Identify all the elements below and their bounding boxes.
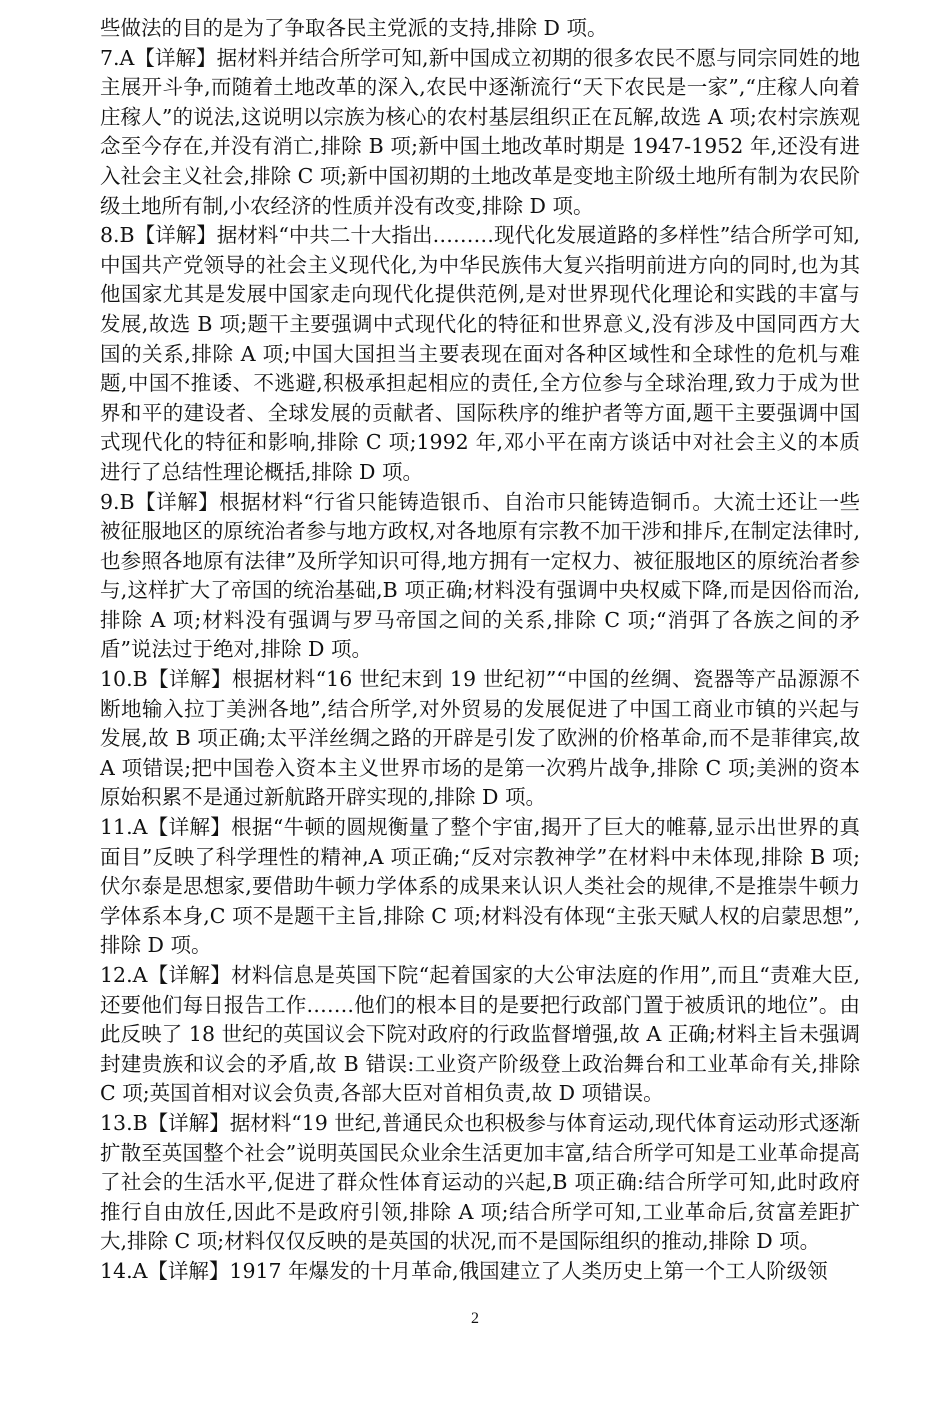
paragraph-q12: 12.A【详解】材料信息是英国下院“起着国家的大公审法庭的作用”,而且“责难大臣,还要他们每日报告工作…….他们的根本目的是要把行政部门置于被质讯的地位”。由此反映了 18 世纪的英国议会下院对政府的行政监督增强,故 A 正确;材料主旨未强调封建贵族和议会的矛盾,故 B 错误:工业资产阶级登上政治舞台和工业革命有关,排除 C 项;英国首相对议会负责,各部大臣对首相负责,故 D 项错误。 (100, 963, 860, 1106)
paragraph-q9: 9.B【详解】根据材料“行省只能铸造银币、自治市只能铸造铜币。大流士还让一些被征服地区的原统治者参与地方政权,对各地原有宗教不加干涉和排斥,在制定法律时,也参照各地原有法律”及所学知识可得,地方拥有一定权力、被征服地区的原统治者参与,这样扩大了帝国的统治基础,B 项正确;材料没有强调中央权威下降,而是因俗而治,排除 A 项;材料没有强调与罗马帝国之间的关系,排除 C 项;“消弭了各族之间的矛盾”说法过于绝对,排除 D 项。 (100, 489, 860, 662)
paragraph-q10: 10.B【详解】根据材料“16 世纪末到 19 世纪初”“中国的丝绸、瓷器等产品源源不断地输入拉丁美洲各地”,结合所学,对外贸易的发展促进了中国工商业市镇的兴起与发展,故 B 项正确;太平洋丝绸之路的开辟是引发了欧洲的价格革命,而不是菲律宾,故 A 项错误;把中国卷入资本主义世界市场的是第一次鸦片战争,排除 C 项;美洲的资本原始积累不是通过新航路开辟实现的,排除 D 项。 (100, 667, 860, 810)
paragraph-q7: 7.A【详解】据材料并结合所学可知,新中国成立初期的很多农民不愿与同宗同姓的地主展开斗争,而随着土地改革的深入,农民中逐渐流行“天下农民是一家”,“庄稼人向着庄稼人”的说法,这说明以宗族为核心的农村基层组织正在瓦解,故选 A 项;农村宗族观念至今存在,并没有消亡,排除 B 项;新中国土地改革时期是 1947-1952 年,还没有进入社会主义社会,排除 C 项;新中国初期的土地改革是变地主阶级土地所有制为农民阶级土地所有制,小农经济的性质并没有改变,排除 D 项。 (100, 45, 860, 218)
paragraph-continuation: 些做法的目的是为了争取各民主党派的支持,排除 D 项。 (100, 16, 608, 40)
paragraph-q14: 14.A【详解】1917 年爆发的十月革命,俄国建立了人类历史上第一个工人阶级领 (100, 1258, 828, 1283)
paragraph-q11: 11.A【详解】根据“牛顿的圆规衡量了整个宇宙,揭开了巨大的帷幕,显示出世界的真面目”反映了科学理性的精神,A 项正确;“反对宗教神学”在材料中未体现,排除 B 项;伏尔泰是思想家,要借助牛顿力学体系的成果来认识人类社会的规律,不是推崇牛顿力学体系本身,C 项不是题干主旨,排除 C 项;材料没有体现“主张天赋人权的启蒙思想”,排除 D 项。 (100, 815, 860, 958)
paragraph-q8: 8.B【详解】据材料“中共二十大指出………现代化发展道路的多样性”结合所学可知,中国共产党领导的社会主义现代化,为中华民族伟大复兴指明前进方向的同时,也为其他国家尤其是发展中国家走向现代化提供范例,是对世界现代化理论和实践的丰富与发展,故选 B 项;题干主要强调中式现代化的特征和世界意义,没有涉及中国同西方大国的关系,排除 A 项;中国大国担当主要表现在面对各种区域性和全球性的危机与难题,中国不推诿、不逃避,积极承担起相应的责任,全方位参与全球治理,致力于成为世界和平的建设者、全球发展的贡献者、国际秩序的维护者等方面,题干主要强调中国式现代化的特征和影响,排除 C 项;1992 年,邓小平在南方谈话中对社会主义的本质进行了总结性理论概括,排除 D 项。 (100, 223, 860, 484)
paragraph-q13: 13.B【详解】据材料“19 世纪,普通民众也积极参与体育运动,现代体育运动形式逐渐扩散至英国整个社会”说明英国民众业余生活更加丰富,结合所学可知是工业革命提高了社会的生活水平,促进了群众性体育运动的兴起,B 项正确:结合所学可知,此时政府推行自由放任,因此不是政府引领,排除 A 项;结合所学可知,工业革命后,贫富差距扩大,排除 C 项;材料仅仅反映的是英国的状况,而不是国际组织的推动,排除 D 项。 (100, 1110, 860, 1254)
page-number: 2 (471, 1310, 479, 1327)
answer-explanations (100, 14, 860, 1287)
